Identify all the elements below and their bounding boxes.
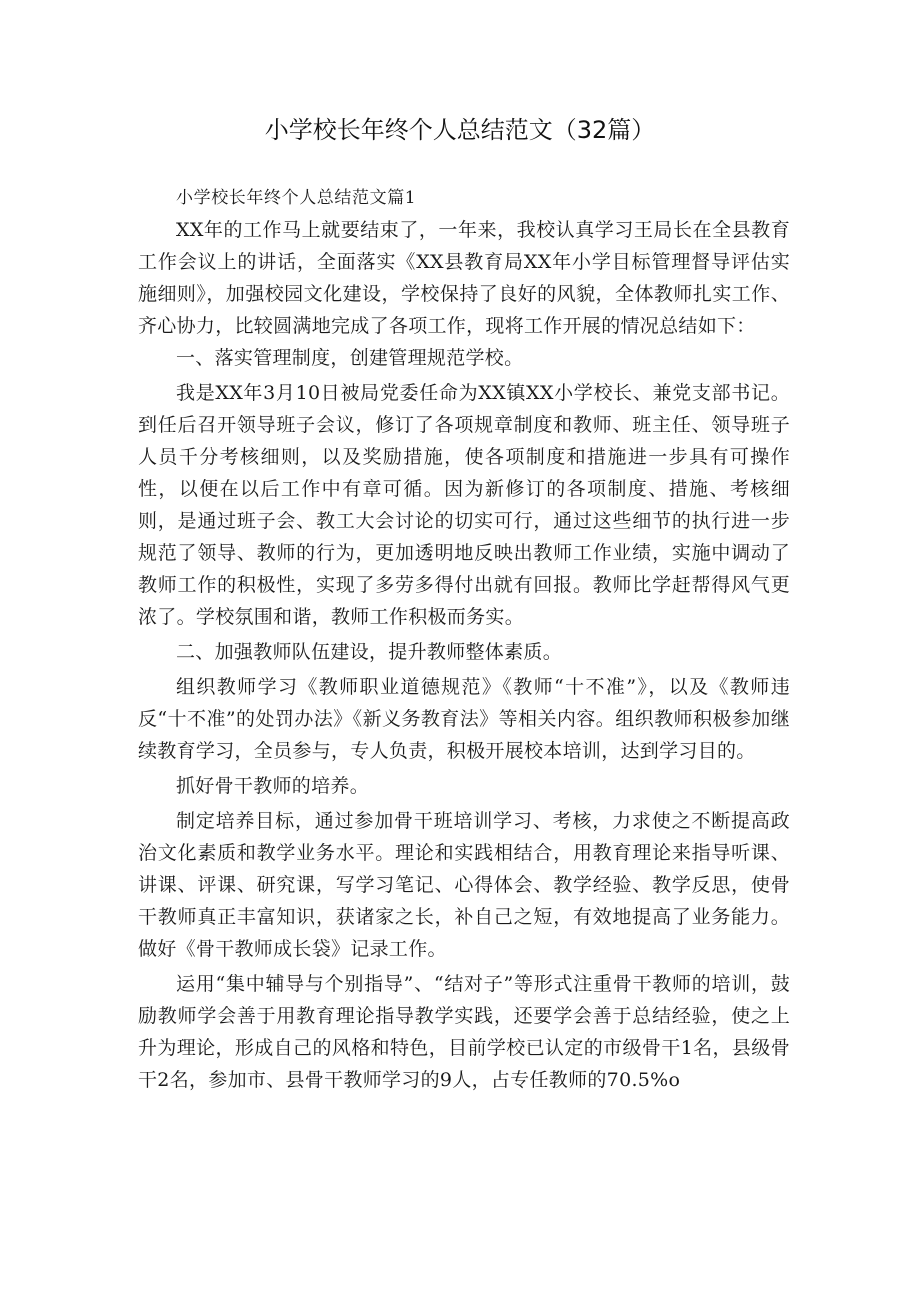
subheading-teachers: 二、加强教师队伍建设，提升教师整体素质。: [176, 641, 563, 663]
paragraph-training-goals: 制定培养目标，通过参加骨干班培训学习、考核，力求使之不断提高政治文化素质和教学业务水平。理论和实践相结合，用教育理论来指导听课、讲课、评课、研究课，写学习笔记、心得体会、教学经验、教学反思，使骨干教师真正丰富知识，获诸家之长，补自己之短，有效地提高了业务能力。做好《骨干教师成长袋》记录工作。: [138, 810, 790, 960]
paragraph-teacher-study: 组织教师学习《教师职业道德规范》《教师“十不准”》，以及《教师违反“十不准”的处罚办法》《新义务教育法》等相关内容。组织教师积极参加继续教育学习，全员参与，专人负责，积极开展校本培训，达到学习目的。: [138, 676, 790, 762]
document-body: [138, 182, 790, 1096]
section-heading: 小学校长年终个人总结范文篇1: [176, 188, 417, 208]
document-title: 小学校长年终个人总结范文（32篇）: [264, 116, 656, 144]
subheading-management: 一、落实管理制度，创建管理规范学校。: [176, 347, 524, 369]
subheading-backbone: 抓好骨干教师的培养。: [176, 775, 370, 797]
paragraph-intro: XX年的工作马上就要结束了，一年来，我校认真学习王局长在全县教育工作会议上的讲话，全面落实《XX县教育局XX年小学目标管理督导评估实施细则》，加强校园文化建设，学校保持了良好的风貌，全体教师扎实工作、齐心协力，比较圆满地完成了各项工作，现将工作开展的情况总结如下：: [138, 219, 790, 337]
paragraph-guidance: 运用“集中辅导与个别指导”、“结对子”等形式注重骨干教师的培训，鼓励教师学会善于用教育理论指导教学实践，还要学会善于总结经验，使之上升为理论，形成自己的风格和特色，目前学校已认定的市级骨干1名，县级骨干2名，参加市、县骨干教师学习的9人，占专任教师的70.5%o: [138, 973, 790, 1091]
paragraph-management: 我是XX年3月10日被局党委任命为XX镇XX小学校长、兼党支部书记。到任后召开领导班子会议，修订了各项规章制度和教师、班主任、领导班子人员千分考核细则，以及奖励措施，使各项制度和措施进一步具有可操作性，以便在以后工作中有章可循。因为新修订的各项制度、措施、考核细则，是通过班子会、教工大会讨论的切实可行，通过这些细节的执行进一步规范了领导、教师的行为，更加透明地反映出教师工作业绩，实施中调动了教师工作的积极性，实现了多劳多得付出就有回报。教师比学赶帮得风气更浓了。学校氛围和谐，教师工作积极而务实。: [138, 382, 790, 628]
